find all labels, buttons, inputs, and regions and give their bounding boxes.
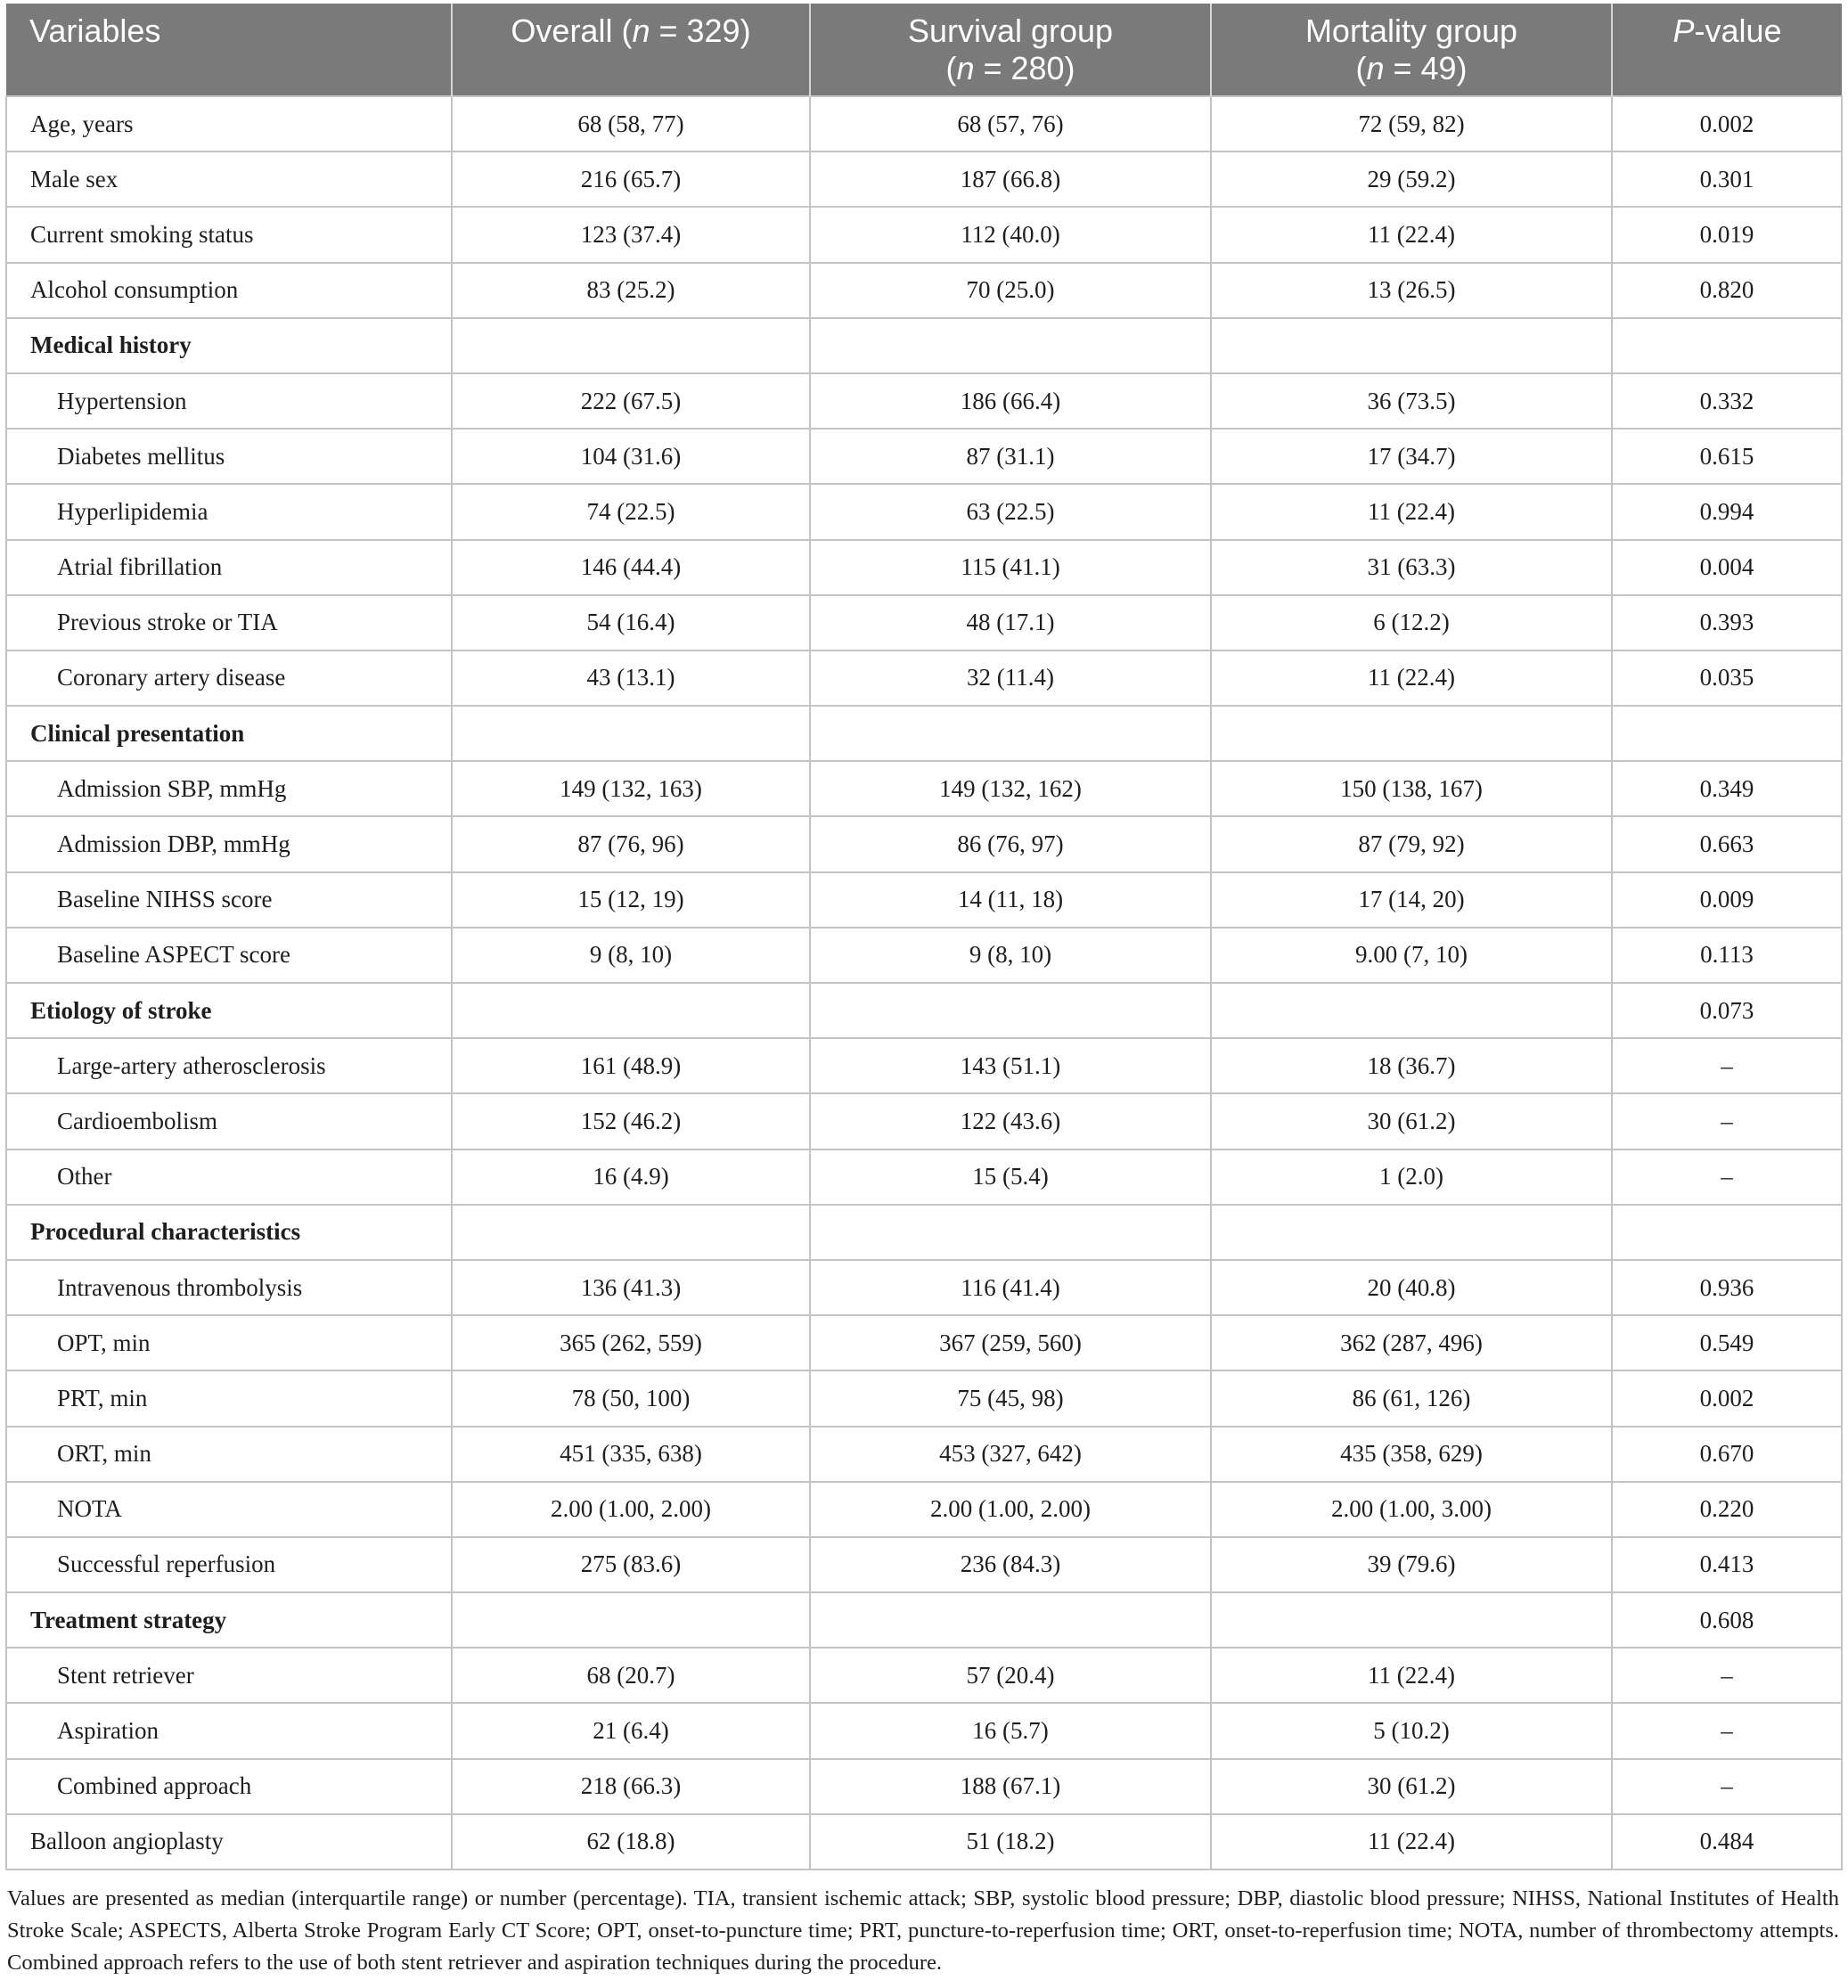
variable-cell: Previous stroke or TIA	[6, 595, 452, 650]
mortality-cell: 39 (79.6)	[1211, 1537, 1612, 1592]
variable-cell: Atrial fibrillation	[6, 540, 452, 595]
header-survival	[810, 4, 1211, 96]
overall-cell: 275 (83.6)	[452, 1537, 810, 1592]
overall-cell: 21 (6.4)	[452, 1703, 810, 1758]
p-value-cell: 0.301	[1612, 151, 1842, 207]
survival-cell	[810, 706, 1211, 761]
survival-cell	[810, 1205, 1211, 1260]
table-row	[6, 1260, 1842, 1315]
overall-cell: 104 (31.6)	[452, 429, 810, 484]
mortality-cell: 13 (26.5)	[1211, 263, 1612, 318]
mortality-cell: 150 (138, 167)	[1211, 761, 1612, 816]
survival-cell: 2.00 (1.00, 2.00)	[810, 1482, 1211, 1537]
mortality-cell: 11 (22.4)	[1211, 650, 1612, 706]
survival-cell: 48 (17.1)	[810, 595, 1211, 650]
table-footnote: Values are presented as median (interquartile range) or number (percentage). TIA, transient ischemic attack; SBP, systolic blood pressure; DBP, diastolic blood pressure; NIHSS, National Institutes of Health Stroke Scale; ASPECTS, Alberta Stroke Program Early CT Score; OPT, onset-to-puncture time; PRT, puncture-to-reperfusion time; ORT, onset-to-reperfusion time; NOTA, number of thrombectomy attempts. Combined approach refers to the use of both stent retriever and aspiration techniques during the procedure.	[7, 1886, 1839, 1975]
survival-cell: 367 (259, 560)	[810, 1315, 1211, 1370]
table-row	[6, 1648, 1842, 1703]
mortality-cell: 11 (22.4)	[1211, 1814, 1612, 1869]
header-overall	[452, 4, 810, 96]
header-variables-label: Variables	[29, 12, 161, 49]
p-value-cell: –	[1612, 1759, 1842, 1814]
survival-cell: 70 (25.0)	[810, 263, 1211, 318]
table-row	[6, 650, 1842, 706]
overall-cell	[452, 318, 810, 373]
survival-cell	[810, 1592, 1211, 1648]
header-p-value	[1612, 4, 1842, 96]
overall-cell: 136 (41.3)	[452, 1260, 810, 1315]
p-value-cell: –	[1612, 1703, 1842, 1758]
p-value-cell: –	[1612, 1648, 1842, 1703]
p-value-cell: 0.349	[1612, 761, 1842, 816]
variable-cell: Procedural characteristics	[6, 1205, 452, 1260]
overall-cell: 68 (58, 77)	[452, 96, 810, 151]
variable-cell: Successful reperfusion	[6, 1537, 452, 1592]
survival-cell: 116 (41.4)	[810, 1260, 1211, 1315]
overall-cell: 216 (65.7)	[452, 151, 810, 207]
survival-cell: 87 (31.1)	[810, 429, 1211, 484]
survival-cell: 86 (76, 97)	[810, 816, 1211, 871]
mortality-cell	[1211, 318, 1612, 373]
survival-cell: 32 (11.4)	[810, 650, 1211, 706]
p-value-cell: 0.936	[1612, 1260, 1842, 1315]
header-overall-prefix: Overall (	[511, 12, 633, 49]
overall-cell: 365 (262, 559)	[452, 1315, 810, 1370]
table-row	[6, 1759, 1842, 1814]
overall-cell: 2.00 (1.00, 2.00)	[452, 1482, 810, 1537]
p-value-cell: –	[1612, 1038, 1842, 1093]
mortality-cell: 2.00 (1.00, 3.00)	[1211, 1482, 1612, 1537]
variable-cell: ORT, min	[6, 1427, 452, 1482]
mortality-cell: 9.00 (7, 10)	[1211, 928, 1612, 983]
mortality-cell	[1211, 706, 1612, 761]
table-row	[6, 540, 1842, 595]
survival-cell: 453 (327, 642)	[810, 1427, 1211, 1482]
variable-cell: Other	[6, 1149, 452, 1205]
overall-cell: 87 (76, 96)	[452, 816, 810, 871]
survival-cell: 63 (22.5)	[810, 484, 1211, 539]
survival-cell: 68 (57, 76)	[810, 96, 1211, 151]
p-value-cell: 0.332	[1612, 373, 1842, 429]
table-row	[6, 1537, 1842, 1592]
overall-cell: 16 (4.9)	[452, 1149, 810, 1205]
variable-cell: Diabetes mellitus	[6, 429, 452, 484]
p-value-cell: 0.670	[1612, 1427, 1842, 1482]
header-mortality-prefix: (	[1355, 50, 1367, 86]
overall-cell: 83 (25.2)	[452, 263, 810, 318]
survival-cell: 57 (20.4)	[810, 1648, 1211, 1703]
p-value-cell: 0.035	[1612, 650, 1842, 706]
table-row	[6, 96, 1842, 151]
variable-cell: Baseline NIHSS score	[6, 872, 452, 928]
p-value-cell: 0.004	[1612, 540, 1842, 595]
variable-cell: Current smoking status	[6, 207, 452, 262]
mortality-cell: 20 (40.8)	[1211, 1260, 1612, 1315]
overall-cell	[452, 706, 810, 761]
overall-cell: 222 (67.5)	[452, 373, 810, 429]
overall-cell: 78 (50, 100)	[452, 1370, 810, 1426]
survival-cell: 188 (67.1)	[810, 1759, 1211, 1814]
overall-cell: 451 (335, 638)	[452, 1427, 810, 1482]
survival-cell: 187 (66.8)	[810, 151, 1211, 207]
overall-cell: 15 (12, 19)	[452, 872, 810, 928]
survival-cell: 9 (8, 10)	[810, 928, 1211, 983]
header-mortality-n: n	[1366, 50, 1385, 86]
overall-cell: 62 (18.8)	[452, 1814, 810, 1869]
table-body	[6, 96, 1842, 1869]
variable-cell: Clinical presentation	[6, 706, 452, 761]
section-row	[6, 1592, 1842, 1648]
table-header	[6, 4, 1842, 96]
variable-cell: Baseline ASPECT score	[6, 928, 452, 983]
variable-cell: Large-artery atherosclerosis	[6, 1038, 452, 1093]
overall-cell: 152 (46.2)	[452, 1093, 810, 1149]
variable-cell: Male sex	[6, 151, 452, 207]
variable-cell: NOTA	[6, 1482, 452, 1537]
variable-cell: Treatment strategy	[6, 1592, 452, 1648]
variable-cell: Balloon angioplasty	[6, 1814, 452, 1869]
table-row	[6, 1149, 1842, 1205]
survival-cell: 75 (45, 98)	[810, 1370, 1211, 1426]
section-row	[6, 706, 1842, 761]
table-row	[6, 761, 1842, 816]
table-row	[6, 207, 1842, 262]
mortality-cell: 11 (22.4)	[1211, 1648, 1612, 1703]
mortality-cell: 29 (59.2)	[1211, 151, 1612, 207]
table-row	[6, 816, 1842, 871]
p-value-cell: 0.113	[1612, 928, 1842, 983]
header-p-suffix: -value	[1694, 12, 1782, 49]
variable-cell: Stent retriever	[6, 1648, 452, 1703]
mortality-cell: 17 (34.7)	[1211, 429, 1612, 484]
p-value-cell: 0.994	[1612, 484, 1842, 539]
p-value-cell: 0.615	[1612, 429, 1842, 484]
mortality-cell	[1211, 983, 1612, 1038]
overall-cell: 146 (44.4)	[452, 540, 810, 595]
p-value-cell: 0.220	[1612, 1482, 1842, 1537]
survival-cell: 51 (18.2)	[810, 1814, 1211, 1869]
table-row	[6, 484, 1842, 539]
mortality-cell: 30 (61.2)	[1211, 1759, 1612, 1814]
survival-cell: 149 (132, 162)	[810, 761, 1211, 816]
p-value-cell: 0.009	[1612, 872, 1842, 928]
mortality-cell: 11 (22.4)	[1211, 207, 1612, 262]
table-row	[6, 595, 1842, 650]
survival-cell: 143 (51.1)	[810, 1038, 1211, 1093]
p-value-cell: 0.393	[1612, 595, 1842, 650]
overall-cell: 123 (37.4)	[452, 207, 810, 262]
survival-cell	[810, 318, 1211, 373]
mortality-cell	[1211, 1205, 1612, 1260]
mortality-cell: 36 (73.5)	[1211, 373, 1612, 429]
table-row	[6, 1703, 1842, 1758]
baseline-characteristics-table	[5, 4, 1843, 1870]
variable-cell: Etiology of stroke	[6, 983, 452, 1038]
overall-cell: 68 (20.7)	[452, 1648, 810, 1703]
variable-cell: Admission DBP, mmHg	[6, 816, 452, 871]
p-value-cell: 0.820	[1612, 263, 1842, 318]
header-row	[6, 4, 1842, 96]
mortality-cell: 11 (22.4)	[1211, 484, 1612, 539]
survival-cell: 14 (11, 18)	[810, 872, 1211, 928]
variable-cell: Hyperlipidemia	[6, 484, 452, 539]
p-value-cell: 0.484	[1612, 1814, 1842, 1869]
p-value-cell: 0.002	[1612, 1370, 1842, 1426]
overall-cell: 9 (8, 10)	[452, 928, 810, 983]
variable-cell: Age, years	[6, 96, 452, 151]
variable-cell: Coronary artery disease	[6, 650, 452, 706]
overall-cell: 149 (132, 163)	[452, 761, 810, 816]
header-overall-n: n	[632, 12, 650, 49]
table-row	[6, 263, 1842, 318]
table-row	[6, 1482, 1842, 1537]
variable-cell: Medical history	[6, 318, 452, 373]
header-mortality-suffix: = 49)	[1384, 50, 1468, 86]
overall-cell	[452, 1205, 810, 1260]
header-mortality-line1: Mortality group	[1304, 12, 1518, 49]
p-value-cell: 0.663	[1612, 816, 1842, 871]
table-row	[6, 1038, 1842, 1093]
table-row	[6, 1814, 1842, 1869]
variable-cell: Combined approach	[6, 1759, 452, 1814]
p-value-cell: –	[1612, 1149, 1842, 1205]
table-row	[6, 151, 1842, 207]
table-container	[5, 4, 1841, 1979]
overall-cell: 54 (16.4)	[452, 595, 810, 650]
p-value-cell: 0.413	[1612, 1537, 1842, 1592]
table-row	[6, 1093, 1842, 1149]
p-value-cell	[1612, 1205, 1842, 1260]
variable-cell: Aspiration	[6, 1703, 452, 1758]
overall-cell	[452, 1592, 810, 1648]
header-variables	[6, 4, 452, 96]
header-mortality	[1211, 4, 1612, 96]
mortality-cell: 362 (287, 496)	[1211, 1315, 1612, 1370]
overall-cell	[452, 983, 810, 1038]
p-value-cell	[1612, 318, 1842, 373]
p-value-cell: 0.002	[1612, 96, 1842, 151]
p-value-cell: 0.019	[1612, 207, 1842, 262]
variable-cell: Cardioembolism	[6, 1093, 452, 1149]
mortality-cell: 6 (12.2)	[1211, 595, 1612, 650]
table-row	[6, 1370, 1842, 1426]
header-overall-suffix: = 329)	[650, 12, 751, 49]
p-value-cell: 0.073	[1612, 983, 1842, 1038]
variable-cell: PRT, min	[6, 1370, 452, 1426]
table-row	[6, 872, 1842, 928]
table-row	[6, 1427, 1842, 1482]
survival-cell	[810, 983, 1211, 1038]
mortality-cell: 17 (14, 20)	[1211, 872, 1612, 928]
header-survival-n: n	[956, 50, 975, 86]
section-row	[6, 983, 1842, 1038]
overall-cell: 74 (22.5)	[452, 484, 810, 539]
variable-cell: Alcohol consumption	[6, 263, 452, 318]
overall-cell: 161 (48.9)	[452, 1038, 810, 1093]
p-value-cell	[1612, 706, 1842, 761]
survival-cell: 112 (40.0)	[810, 207, 1211, 262]
table-row	[6, 928, 1842, 983]
p-value-cell: –	[1612, 1093, 1842, 1149]
mortality-cell: 87 (79, 92)	[1211, 816, 1612, 871]
variable-cell: Admission SBP, mmHg	[6, 761, 452, 816]
variable-cell: OPT, min	[6, 1315, 452, 1370]
survival-cell: 236 (84.3)	[810, 1537, 1211, 1592]
header-survival-prefix: (	[945, 50, 957, 86]
survival-cell: 115 (41.1)	[810, 540, 1211, 595]
mortality-cell: 86 (61, 126)	[1211, 1370, 1612, 1426]
survival-cell: 122 (43.6)	[810, 1093, 1211, 1149]
header-survival-line1: Survival group	[907, 12, 1114, 49]
header-survival-suffix: = 280)	[974, 50, 1075, 86]
mortality-cell: 30 (61.2)	[1211, 1093, 1612, 1149]
mortality-cell: 72 (59, 82)	[1211, 96, 1612, 151]
header-p-italic: P	[1672, 12, 1695, 49]
survival-cell: 186 (66.4)	[810, 373, 1211, 429]
table-row	[6, 1315, 1842, 1370]
mortality-cell: 1 (2.0)	[1211, 1149, 1612, 1205]
p-value-cell: 0.549	[1612, 1315, 1842, 1370]
variable-cell: Hypertension	[6, 373, 452, 429]
mortality-cell: 5 (10.2)	[1211, 1703, 1612, 1758]
mortality-cell: 31 (63.3)	[1211, 540, 1612, 595]
overall-cell: 218 (66.3)	[452, 1759, 810, 1814]
section-row	[6, 1205, 1842, 1260]
mortality-cell: 435 (358, 629)	[1211, 1427, 1612, 1482]
mortality-cell	[1211, 1592, 1612, 1648]
survival-cell: 15 (5.4)	[810, 1149, 1211, 1205]
section-row	[6, 318, 1842, 373]
table-row	[6, 373, 1842, 429]
overall-cell: 43 (13.1)	[452, 650, 810, 706]
p-value-cell: 0.608	[1612, 1592, 1842, 1648]
survival-cell: 16 (5.7)	[810, 1703, 1211, 1758]
table-row	[6, 429, 1842, 484]
variable-cell: Intravenous thrombolysis	[6, 1260, 452, 1315]
mortality-cell: 18 (36.7)	[1211, 1038, 1612, 1093]
